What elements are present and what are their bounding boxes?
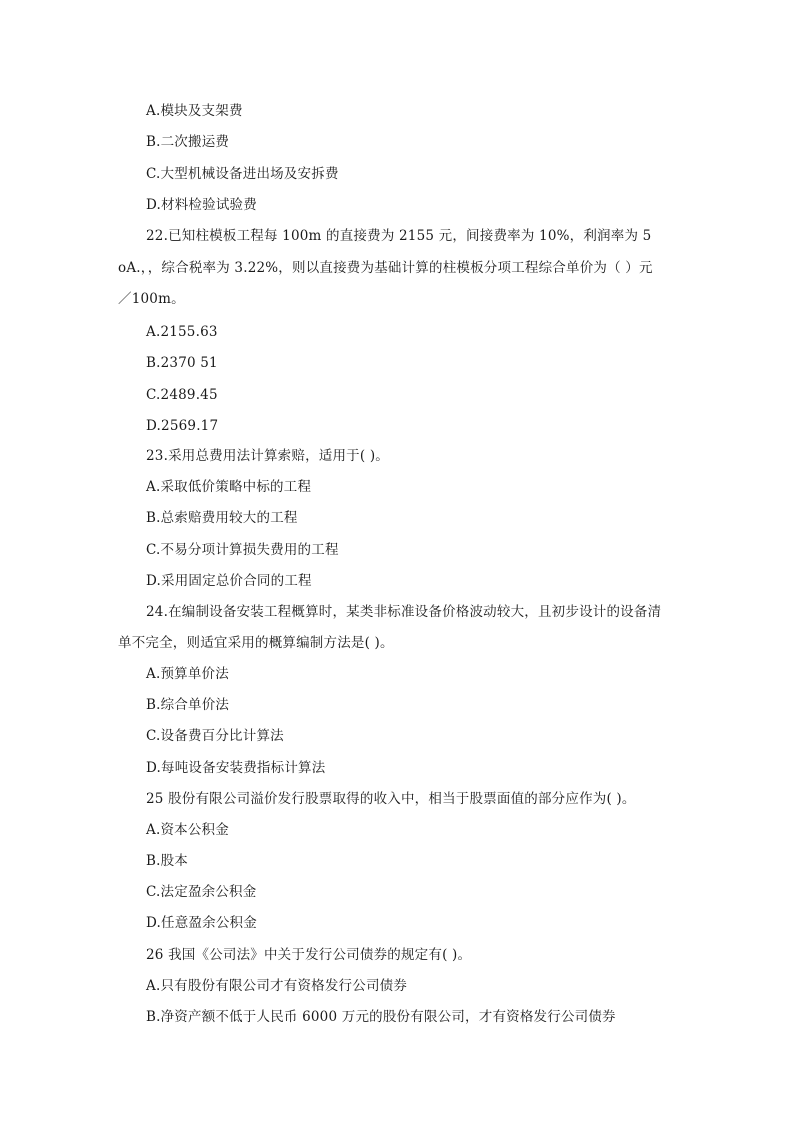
q26-option-b: B.净资产额不低于人民币 6000 万元的股份有限公司，才有资格发行公司债券: [146, 1009, 616, 1025]
q24-stem-line1: 24.在编制设备安装工程概算时，某类非标准设备价格波动较大，且初步设计的设备清: [146, 604, 662, 620]
q26-stem: 26 我国《公司法》中关于发行公司债券的规定有( )。: [146, 947, 472, 963]
q23-option-d: D.采用固定总价合同的工程: [146, 573, 312, 589]
q25-stem: 25 股份有限公司溢价发行股票取得的收入中，相当于股票面值的部分应作为( )。: [146, 791, 636, 807]
q21-option-d: D.材料检验试验费: [146, 197, 257, 213]
q22-option-d: D.2569.17: [146, 418, 219, 434]
q22-option-c: C.2489.45: [146, 387, 218, 403]
q21-option-a: A.模块及支架费: [146, 103, 243, 119]
q21-option-b: B.二次搬运费: [146, 134, 230, 150]
q25-option-d: D.任意盈余公积金: [146, 915, 257, 931]
q22-stem-line3: ／100m。: [118, 291, 185, 307]
q25-option-b: B.股本: [146, 853, 189, 869]
q23-option-c: C.不易分项计算损失费用的工程: [146, 542, 339, 558]
q24-stem-line2: 单不完全，则适宜采用的概算编制方法是( )。: [118, 635, 394, 651]
q25-option-c: C.法定盈余公积金: [146, 884, 257, 900]
q22-option-a: A.2155.63: [146, 324, 218, 340]
q26-option-a: A.只有股份有限公司才有资格发行公司债券: [146, 978, 408, 994]
q24-option-c: C.设备费百分比计算法: [146, 728, 284, 744]
q23-option-b: B.总索赔费用较大的工程: [146, 510, 298, 526]
q21-option-c: C.大型机械设备进出场及安拆费: [146, 166, 339, 182]
q24-option-b: B.综合单价法: [146, 697, 230, 713]
q22-option-b: B.2370 51: [146, 355, 218, 371]
q22-stem-line2: oA.，，综合税率为 3.22%，则以直接费为基础计算的柱模板分项工程综合单价为（ ）元: [118, 260, 653, 276]
q24-option-d: D.每吨设备安装费指标计算法: [146, 760, 326, 776]
q25-option-a: A.资本公积金: [146, 822, 229, 838]
q22-stem-line1: 22.已知柱模板工程每 100m 的直接费为 2155 元，间接费率为 10%，利润率为 5: [146, 228, 652, 244]
q23-stem: 23.采用总费用法计算索赔，适用于( )。: [146, 448, 389, 464]
q23-option-a: A.采取低价策略中标的工程: [146, 479, 312, 495]
q24-option-a: A.预算单价法: [146, 666, 229, 682]
